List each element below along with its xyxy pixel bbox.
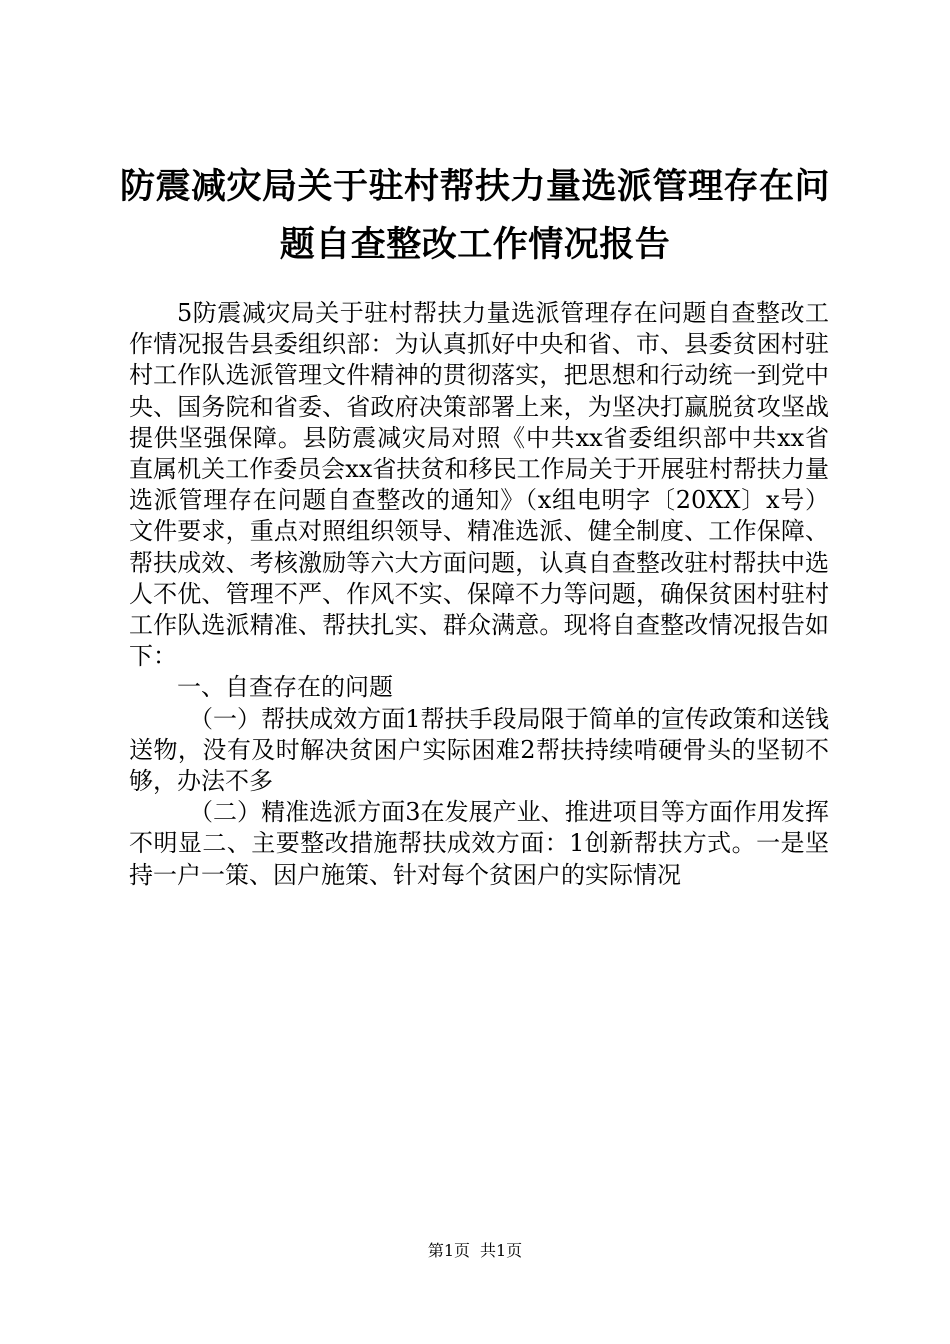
section-heading: 一、自查存在的问题 — [177, 673, 393, 702]
title-line-2: 题自查整改工作情况报告 — [279, 225, 671, 265]
document-title — [110, 158, 840, 274]
page-number-current: 第1页 — [427, 1241, 470, 1260]
page-number-total: 共1页 — [480, 1241, 523, 1260]
page-footer — [0, 1240, 950, 1262]
paragraph-subsection-1: （一）帮扶成效方面1帮扶手段局限于简单的宣传政策和送钱送物，没有及时解决贫困户实际困难2帮扶持续啃硬骨头的坚韧不够，办法不多 — [129, 704, 829, 796]
document-body — [129, 298, 829, 891]
paragraph-subsection-2: （二）精准选派方面3在发展产业、推进项目等方面作用发挥不明显二、主要整改措施帮扶成效方面：1创新帮扶方式。一是坚持一户一策、因户施策、针对每个贫困户的实际情况 — [129, 798, 829, 889]
title-line-1: 防震减灾局关于驻村帮扶力量选派管理存在问 — [119, 167, 830, 207]
paragraph-intro: 5防震减灾局关于驻村帮扶力量选派管理存在问题自查整改工作情况报告县委组织部：为认真抓好中央和省、市、县委贫困村驻村工作队选派管理文件精神的贯彻落实，把思想和行动统一到党中央、国务院和省委、省政府决策部署上来，为坚决打赢脱贫攻坚战提供坚强保障。县防震减灾局对照《中共xx省委组织部中共xx省直属机关工作委员会xx省扶贫和移民工作局关于开展驻村帮扶力量选派管理存在问题自查整改的通知》（x组电明字〔20XX〕x号）文件要求，重点对照组织领导、精准选派、健全制度、工作保障、帮扶成效、考核激励等六大方面问题，认真自查整改驻村帮扶中选人不优、管理不严、作风不实、保障不力等问题，确保贫困村驻村工作队选派精准、帮扶扎实、群众满意。现将自查整改情况报告如下： — [129, 299, 829, 671]
